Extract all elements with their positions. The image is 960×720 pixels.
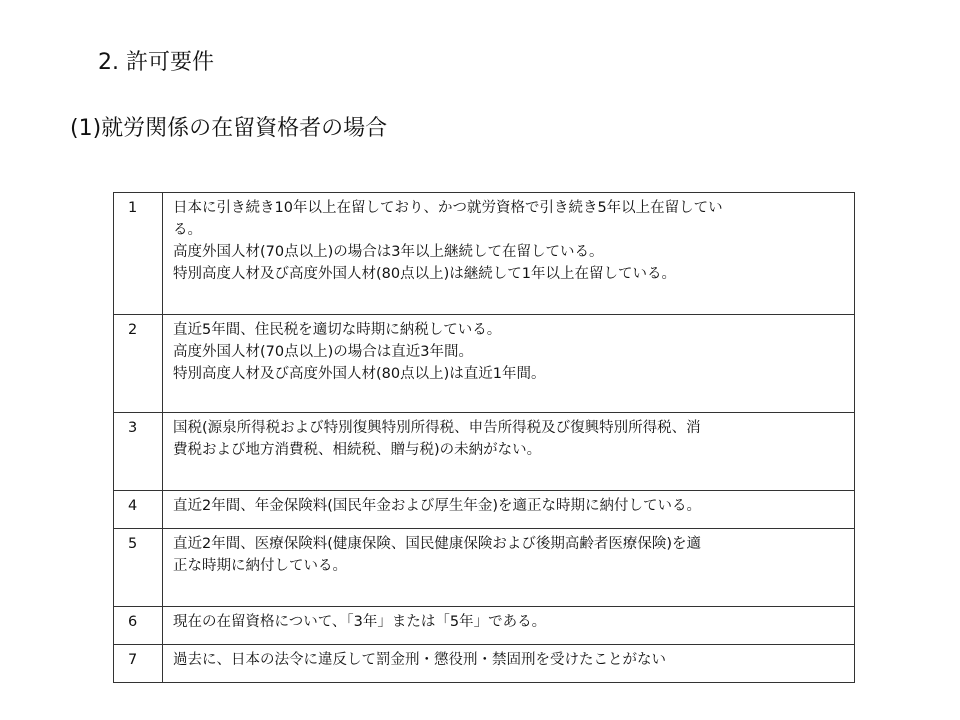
requirement-line: 特別高度人材及び高度外国人材(80点以上)は継続して1年以上在留している。 xyxy=(173,266,676,282)
requirement-text xyxy=(163,607,855,645)
requirement-line: 国税(源泉所得税および特別復興特別所得税、申告所得税及び復興特別所得税、消 xyxy=(173,420,701,436)
requirements-table xyxy=(113,192,855,683)
requirement-text xyxy=(163,491,855,529)
requirement-text xyxy=(163,645,855,683)
requirement-number: 7 xyxy=(114,645,163,683)
table-row xyxy=(114,529,855,607)
requirement-line: 直近2年間、年金保険料(国民年金および厚生年金)を適正な時期に納付している。 xyxy=(173,498,702,514)
requirement-line: 現在の在留資格について、「3年」または「5年」である。 xyxy=(173,614,547,630)
requirement-number: 4 xyxy=(114,491,163,529)
table-row xyxy=(114,193,855,315)
requirement-line: 正な時期に納付している。 xyxy=(173,558,347,574)
requirement-line: 過去に、日本の法令に違反して罰金刑・懲役刑・禁固刑を受けたことがない xyxy=(173,652,666,668)
requirement-line: 日本に引き続き10年以上在留しており、かつ就労資格で引き続き5年以上在留してい xyxy=(173,200,723,216)
requirement-line: 高度外国人材(70点以上)の場合は直近3年間。 xyxy=(173,344,473,360)
table-row xyxy=(114,491,855,529)
requirement-number: 2 xyxy=(114,315,163,413)
requirement-text xyxy=(163,529,855,607)
requirement-number: 5 xyxy=(114,529,163,607)
section-title: 2. 許可要件 xyxy=(98,50,214,75)
table-row xyxy=(114,413,855,491)
requirement-text xyxy=(163,413,855,491)
sub-title: (1)就労関係の在留資格者の場合 xyxy=(70,116,388,141)
requirement-line: 直近2年間、医療保険料(健康保険、国民健康保険および後期高齢者医療保険)を適 xyxy=(173,536,702,552)
requirement-number: 1 xyxy=(114,193,163,315)
requirement-line: 高度外国人材(70点以上)の場合は3年以上継続して在留している。 xyxy=(173,244,604,260)
requirement-line: 特別高度人材及び高度外国人材(80点以上)は直近1年間。 xyxy=(173,366,546,382)
requirement-line: る。 xyxy=(173,222,202,238)
requirement-text xyxy=(163,315,855,413)
requirement-line: 費税および地方消費税、相続税、贈与税)の未納がない。 xyxy=(173,442,542,458)
requirement-number: 6 xyxy=(114,607,163,645)
requirement-text xyxy=(163,193,855,315)
requirement-number: 3 xyxy=(114,413,163,491)
table-row xyxy=(114,645,855,683)
requirement-line: 直近5年間、住民税を適切な時期に納税している。 xyxy=(173,322,502,338)
table-row xyxy=(114,607,855,645)
table-row xyxy=(114,315,855,413)
